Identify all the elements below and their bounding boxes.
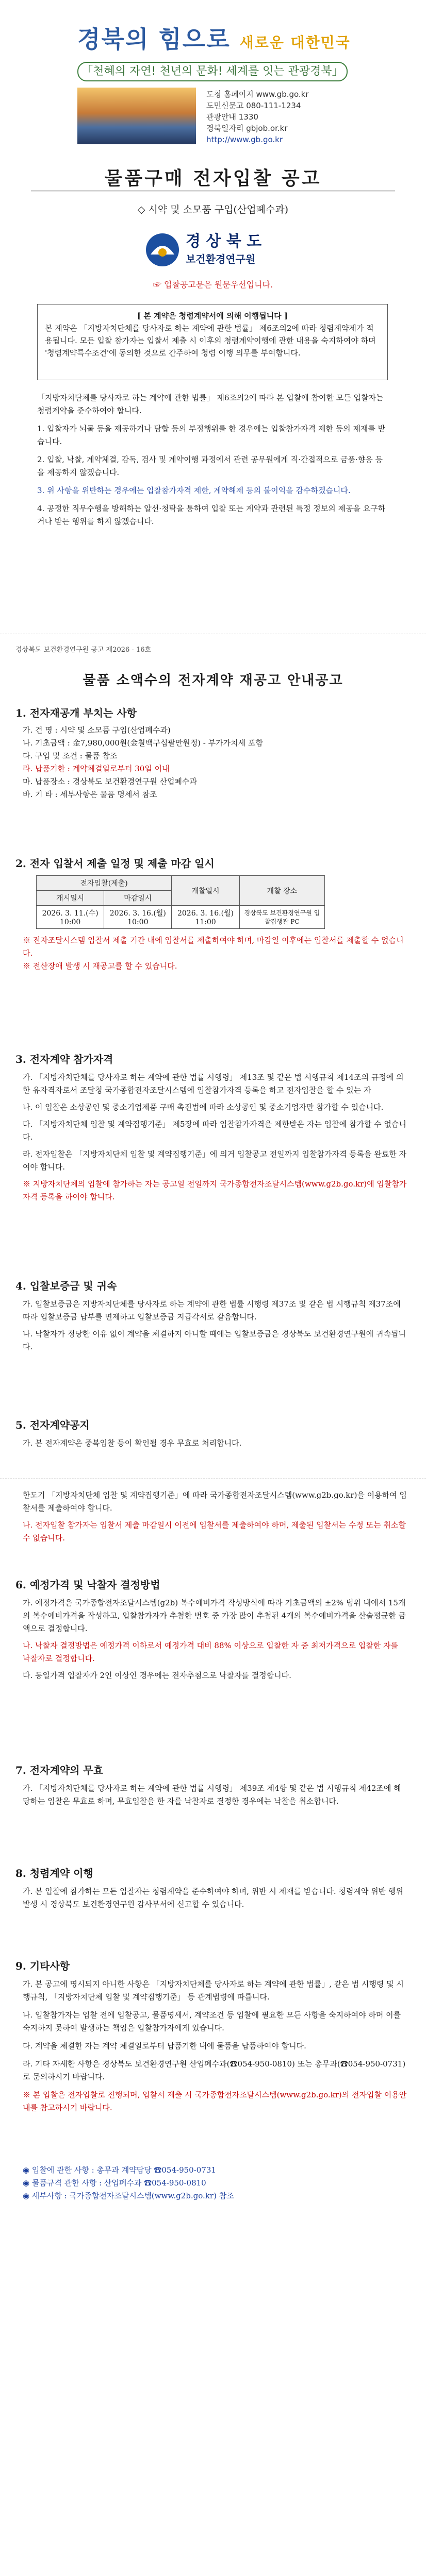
- table-cell: 2026. 3. 16.(월) 11:00: [172, 906, 239, 929]
- section-para: 한도기 「지방자치단체 입찰 및 계약집행기준」에 따라 국가종합전자조달시스템(www.g2b.go.kr)을 이용하여 입찰서를 제출하여야 합니다.: [23, 1490, 407, 1513]
- section-6: [15, 1577, 407, 1686]
- section-7: [15, 1762, 407, 1808]
- section-note: ※ 지방자치단체의 입찰에 참가하는 자는 공고일 전일까지 국가종합전자조달시스템(www.g2b.go.kr)에 입찰참가자격 등록을 하여야 합니다.: [23, 1179, 407, 1201]
- announcement-title: 물품 소액수의 전자계약 재공고 안내공고: [83, 673, 343, 688]
- contact-line: ◉ 입찰에 관한 사항 : 총무과 계약담당 ☎054-950-0731: [23, 2165, 216, 2175]
- section-heading: 8. 청렴계약 이행: [15, 1867, 93, 1879]
- contact-line: 도민신문고 080-111-1234: [206, 101, 301, 110]
- logo-main: 경북의 힘으로: [77, 25, 231, 53]
- doc-number: 경상북도 보건환경연구원 공고 제2026 - 16호: [15, 646, 152, 654]
- integrity-contract-box: [37, 304, 388, 380]
- section-para: 다. 「지방자치단체 입찰 및 계약집행기준」 제5장에 따라 입찰참가자격을 제한받은 자는 입찰에 참가할 수 없습니다.: [23, 1120, 406, 1142]
- section-para: 가. 「지방자치단체를 당사자로 하는 계약에 관한 법률 시행령」 제13조 및 같은 법 시행규칙 제14조의 규정에 의한 유자격자로서 조달청 국가종합전자조달시스템에 입찰참가자격 등록을 하고 전자입찰을 할 수 있는 자: [23, 1073, 404, 1095]
- table-cell: 경상북도 보건환경연구원 입찰집행관 PC: [239, 906, 324, 929]
- section-para: 가. 본 공고에 명시되지 아니한 사항은 「지방자치단체를 당사자로 하는 계약에 관한 법률」, 같은 법 시행령 및 시행규칙, 「지방자치단체 입찰 및 계약집행기준」 등 관계법령에 따릅니다.: [23, 1979, 404, 2002]
- section-para: 라. 전자입찰은 「지방자치단체 입찰 및 계약집행기준」에 의거 입찰공고 전일까지 입찰참가자격 등록을 완료한 자여야 합니다.: [23, 1149, 407, 1172]
- table-note: ※ 전자조달시스템 입찰서 제출 기간 내에 입찰서를 제출하여야 하며, 마감일 이후에는 입찰서를 제출할 수 없습니다.: [23, 936, 404, 958]
- section-3: [15, 1051, 407, 1208]
- section-para: 나. 입찰참가자는 입찰 전에 입찰공고, 물품명세서, 계약조건 등 입찰에 필요한 모든 사항을 숙지하여야 하며 이를 숙지하지 못하여 발생하는 책임은 입찰참가자에게 있습니다.: [23, 2010, 401, 2032]
- table-cell: 2026. 3. 11.(수) 10:00: [37, 906, 104, 929]
- province-logo: [77, 21, 351, 55]
- original-text-notice: ☞ 입찰공고문은 원문우선입니다.: [153, 280, 273, 290]
- section-note: ※ 본 입찰은 전자입찰로 진행되며, 입찰서 제출 시 국가종합전자조달시스템(www.g2b.go.kr)의 전자입찰 이용안내를 참고하시기 바랍니다.: [23, 2090, 407, 2112]
- section-para: 나. 이 입찰은 소상공인 및 중소기업제품 구매 촉진법에 따라 소상공인 및 중소기업자만 참가할 수 있습니다.: [23, 1103, 384, 1112]
- table-header: 전자입찰(제출): [37, 876, 172, 891]
- box-header: [ 본 계약은 청렴계약서에 의해 이행됩니다 ]: [137, 311, 288, 320]
- logo-sub: 새로운 대한민국: [239, 34, 351, 51]
- section-para: 가. 본 전자계약은 중복입찰 등이 확인될 경우 무효로 처리합니다.: [23, 1438, 242, 1448]
- contact-line: ◉ 세부사항 : 국가종합전자조달시스템(www.g2b.go.kr) 참조: [23, 2191, 234, 2200]
- section-para: 가. 입찰보증금은 지방자치단체를 당사자로 하는 계약에 관한 법률 시행령 제37조 및 같은 법 시행규칙 제37조에 따라 입찰보증금 납부를 면제하고 입찰보증금 지급각서로 갈음합니다.: [23, 1299, 401, 1321]
- section-item: 나. 기초금액 : 金7,980,000원(金칠백구십팔만원정) - 부가가치세 포함: [23, 738, 263, 748]
- pre-note: 4. 공정한 직무수행을 방해하는 알선·청탁을 통하여 입찰 또는 계약과 관련된 특정 정보의 제공을 요구하거나 받는 행위를 하지 않겠습니다.: [37, 504, 386, 526]
- pre-note: 2. 입찰, 낙찰, 계약체결, 감독, 검사 및 계약이행 과정에서 관련 공무원에게 직·간접적으로 금품·향응 등을 제공하지 않겠습니다.: [37, 455, 383, 477]
- bid-subject: ◇ 시약 및 소모품 구입(산업폐수과): [137, 204, 289, 215]
- pre-note: 3. 위 사항을 위반하는 경우에는 입찰참가자격 제한, 계약해제 등의 불이익을 감수하겠습니다.: [37, 486, 351, 495]
- section-para: 다. 동일가격 입찰자가 2인 이상인 경우에는 전자추첨으로 낙찰자를 결정합니다.: [23, 1671, 291, 1680]
- section-item: 마. 납품장소 : 경상북도 보건환경연구원 산업폐수과: [23, 777, 197, 786]
- table-note: ※ 전산장애 발생 시 재공고를 할 수 있습니다.: [23, 961, 177, 971]
- pre-notes: [37, 392, 388, 533]
- banner-contacts: [206, 89, 309, 145]
- section-heading: 6. 예정가격 및 낙찰자 결정방법: [15, 1579, 160, 1591]
- section-heading: 9. 기타사항: [15, 1960, 70, 1972]
- box-text: 본 계약은 「지방자치단체를 당사자로 하는 계약에 관한 법률」 제6조의2에 따라 청렴계약제가 적용됩니다. 모든 입찰 참가자는 입찰서 제출 시 이후의 청렴계약이행에 관한 내용을 숙지하여야 하며 '청렴계약특수조건'에 동의한 것으로 간주하여 청렴 이행 의무를 부여합니다.: [45, 324, 376, 358]
- table-header: 개시일시: [37, 891, 104, 906]
- org-name-main: 경 상 북 도: [186, 232, 262, 250]
- section-item: 바. 기 타 : 세부사항은 물품 명세서 참조: [23, 790, 157, 799]
- slogan: 「천혜의 자연! 천년의 문화! 세계를 잇는 관광경북」: [77, 62, 348, 81]
- section-para: 나. 낙찰자가 정당한 이유 없이 계약을 체결하지 아니할 때에는 입찰보증금은 경상북도 보건환경연구원에 귀속됩니다.: [23, 1329, 406, 1351]
- contact-line: ◉ 물품규격 관한 사항 : 산업폐수과 ☎054-950-0810: [23, 2178, 206, 2188]
- org-name-sub: 보건환경연구원: [186, 253, 256, 265]
- section-para: 가. 예정가격은 국가종합전자조달시스템(g2b) 복수예비가격 작성방식에 따라 기초금액의 ±2% 범위 내에서 15개의 복수예비가격을 작성하고, 입찰참가자가 추첨한 번호 중 가장 많이 추첨된 4개의 복수예비가격을 산술평균한 금액으로 결정합니다.: [23, 1598, 406, 1633]
- section-heading: 2. 전자 입찰서 제출 일정 및 제출 마감 일시: [15, 857, 215, 870]
- section-para: 가. 본 입찰에 참가하는 모든 입찰자는 청렴계약을 준수하여야 하며, 위반 시 제재를 받습니다. 청렴계약 위반 행위 발생 시 경상북도 보건환경연구원 감사부서에 신고할 수 있습니다.: [23, 1887, 403, 1909]
- contact-line: 도청 홈페이지 www.gb.go.kr: [206, 90, 309, 99]
- pre-note: 1. 입찰자가 뇌물 등을 제공하거나 담합 등의 부정행위를 한 경우에는 입찰참가자격 제한 등의 제재를 받습니다.: [37, 424, 386, 446]
- contact-line: 관광안내 1330: [206, 112, 258, 122]
- pre-note: 「지방자치단체를 당사자로 하는 계약에 관한 법률」 제6조의2에 따라 본 입찰에 참여한 모든 입찰자는 청렴계약을 준수하여야 합니다.: [37, 393, 384, 415]
- table-header: 개찰 장소: [239, 876, 324, 906]
- table-header: 마감일시: [104, 891, 172, 906]
- title-divider: [31, 191, 395, 192]
- section-1: [15, 705, 407, 801]
- institute-name: [186, 233, 261, 268]
- landscape-photo: [77, 88, 196, 144]
- institute-emblem-icon: [144, 232, 181, 268]
- section-5-continued: [23, 1489, 407, 1549]
- section-item: 라. 납품기한 : 계약체결일로부터 30일 이내: [23, 764, 170, 773]
- section-heading: 1. 전자재공개 부치는 사항: [15, 707, 137, 719]
- banner-url-link[interactable]: http://www.gb.go.kr: [206, 135, 283, 144]
- contact-lines: [23, 2164, 407, 2202]
- table-row: [37, 906, 325, 929]
- table-cell: 2026. 3. 16.(월) 10:00: [104, 906, 172, 929]
- section-9: [15, 1958, 407, 2120]
- section-2: [15, 855, 407, 973]
- section-item: 다. 구입 및 조건 : 물품 참조: [23, 751, 118, 760]
- section-heading: 7. 전자계약의 무효: [15, 1764, 104, 1776]
- section-heading: 4. 입찰보증금 및 귀속: [15, 1280, 117, 1292]
- section-para: 나. 낙찰자 결정방법은 예정가격 이하로서 예정가격 대비 88% 이상으로 입찰한 자 중 최저가격으로 입찰한 자를 낙찰자로 결정합니다.: [23, 1641, 398, 1663]
- section-4: [15, 1278, 407, 1358]
- page-title: 물품구매 전자입찰 공고: [104, 168, 322, 189]
- section-para: 가. 「지방자치단체를 당사자로 하는 계약에 관한 법률 시행령」 제39조 제4항 및 같은 법 시행규칙 제42조에 해당하는 입찰은 무효로 하며, 무효입찰을 한 자를 낙찰자로 결정한 경우에는 낙찰을 취소합니다.: [23, 1784, 401, 1806]
- contact-line: 경북일자리 gbjob.or.kr: [206, 124, 288, 133]
- section-para: 라. 기타 자세한 사항은 경상북도 보건환경연구원 산업폐수과(☎054-950-0810) 또는 총무과(☎054-950-0731)로 문의하시기 바랍니다.: [23, 2059, 406, 2081]
- section-5: [15, 1417, 407, 1450]
- section-heading: 5. 전자계약공지: [15, 1419, 90, 1431]
- schedule-table: [36, 875, 325, 929]
- section-item: 가. 건 명 : 시약 및 소모품 구입(산업폐수과): [23, 725, 171, 735]
- section-para: 나. 전자입찰 참가자는 입찰서 제출 마감일시 이전에 입찰서를 제출하여야 하며, 제출된 입찰서는 수정 또는 취소할 수 없습니다.: [23, 1520, 406, 1543]
- section-heading: 3. 전자계약 참가자격: [15, 1053, 113, 1065]
- section-8: [15, 1865, 407, 1911]
- section-para: 다. 계약을 체결한 자는 계약 체결일로부터 납품기한 내에 물품을 납품하여야 합니다.: [23, 2041, 306, 2050]
- table-header: 개찰일시: [172, 876, 239, 906]
